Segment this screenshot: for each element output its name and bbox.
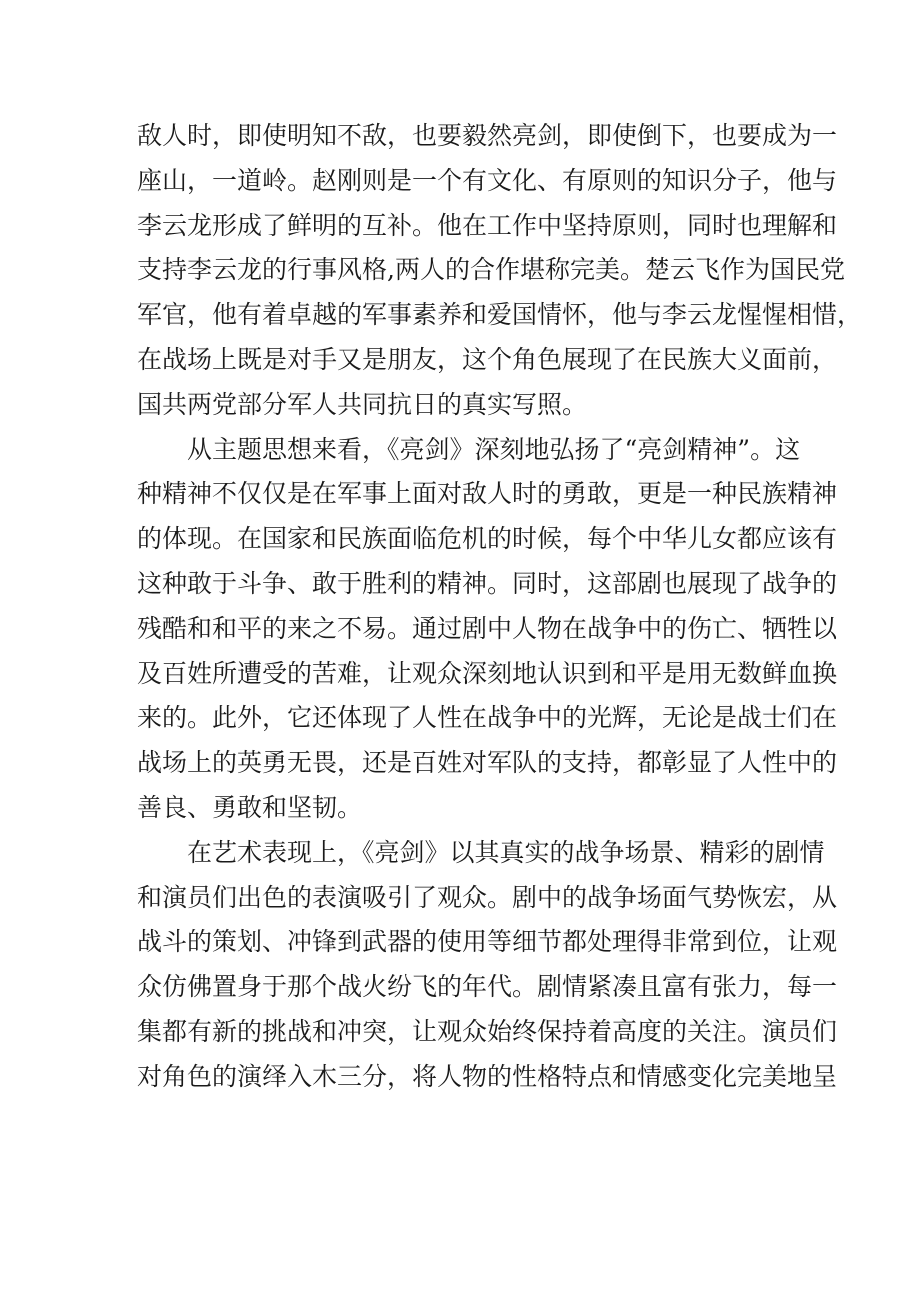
text-line: 来的。此外，它还体现了人性在战争中的光辉，无论是战士们在: [137, 703, 838, 733]
text-line: 众仿佛置身于那个战火纷飞的年代。剧情紧凑且富有张力，每一: [137, 972, 838, 1002]
text-line: 善良、勇敢和坚韧。: [137, 792, 363, 822]
paragraph-2: [137, 428, 838, 831]
text-line: 战斗的策划、冲锋到武器的使用等细节都处理得非常到位，让观: [137, 927, 838, 957]
text-line: 战场上的英勇无畏，还是百姓对军队的支持，都彰显了人性中的: [137, 748, 838, 778]
text-line: 李云龙形成了鲜明的互补。他在工作中坚持原则，同时也理解和: [137, 210, 838, 240]
text-line: 支持李云龙的行事风格,两人的合作堪称完美。楚云飞作为国民党: [137, 255, 845, 285]
text-line: 残酷和和平的来之不易。通过剧中人物在战争中的伤亡、牺牲以: [137, 613, 838, 643]
text-line: 从主题思想来看，《亮剑》深刻地弘扬了“亮剑精神”。这: [187, 434, 801, 464]
text-line: 在战场上既是对手又是朋友，这个角色展现了在民族大义面前，: [137, 344, 838, 374]
text-line: 集都有新的挑战和冲突，让观众始终保持着高度的关注。演员们: [137, 1016, 838, 1046]
body-text: [137, 114, 863, 1100]
text-line: 敌人时，即使明知不敌，也要毅然亮剑，即使倒下，也要成为一: [137, 121, 838, 150]
text-line: 种精神不仅仅是在军事上面对敌人时的勇敢，更是一种民族精神: [137, 479, 838, 509]
text-line: 在艺术表现上，《亮剑》以其真实的战争场景、精彩的剧情: [187, 837, 825, 867]
paragraph-1: [137, 114, 863, 428]
text-line: 国共两党部分军人共同抗日的真实写照。: [137, 389, 588, 419]
paragraph-3: [137, 831, 838, 1100]
text-line: 和演员们出色的表演吸引了观众。剧中的战争场面气势恢宏，从: [137, 882, 838, 912]
text-line: 及百姓所遭受的苦难，让观众深刻地认识到和平是用无数鲜血换: [137, 658, 838, 688]
text-line: 座山，一道岭。赵刚则是一个有文化、有原则的知识分子，他与: [137, 165, 838, 195]
text-line: 对角色的演绎入木三分，将人物的性格特点和情感变化完美地呈: [137, 1061, 838, 1091]
text-line: 这种敢于斗争、敢于胜利的精神。同时，这部剧也展现了战争的: [137, 568, 838, 598]
text-line: 军官，他有着卓越的军事素养和爱国情怀，他与李云龙惺惺相惜，: [137, 300, 863, 330]
text-line: 的体现。在国家和民族面临危机的时候，每个中华儿女都应该有: [137, 524, 838, 554]
